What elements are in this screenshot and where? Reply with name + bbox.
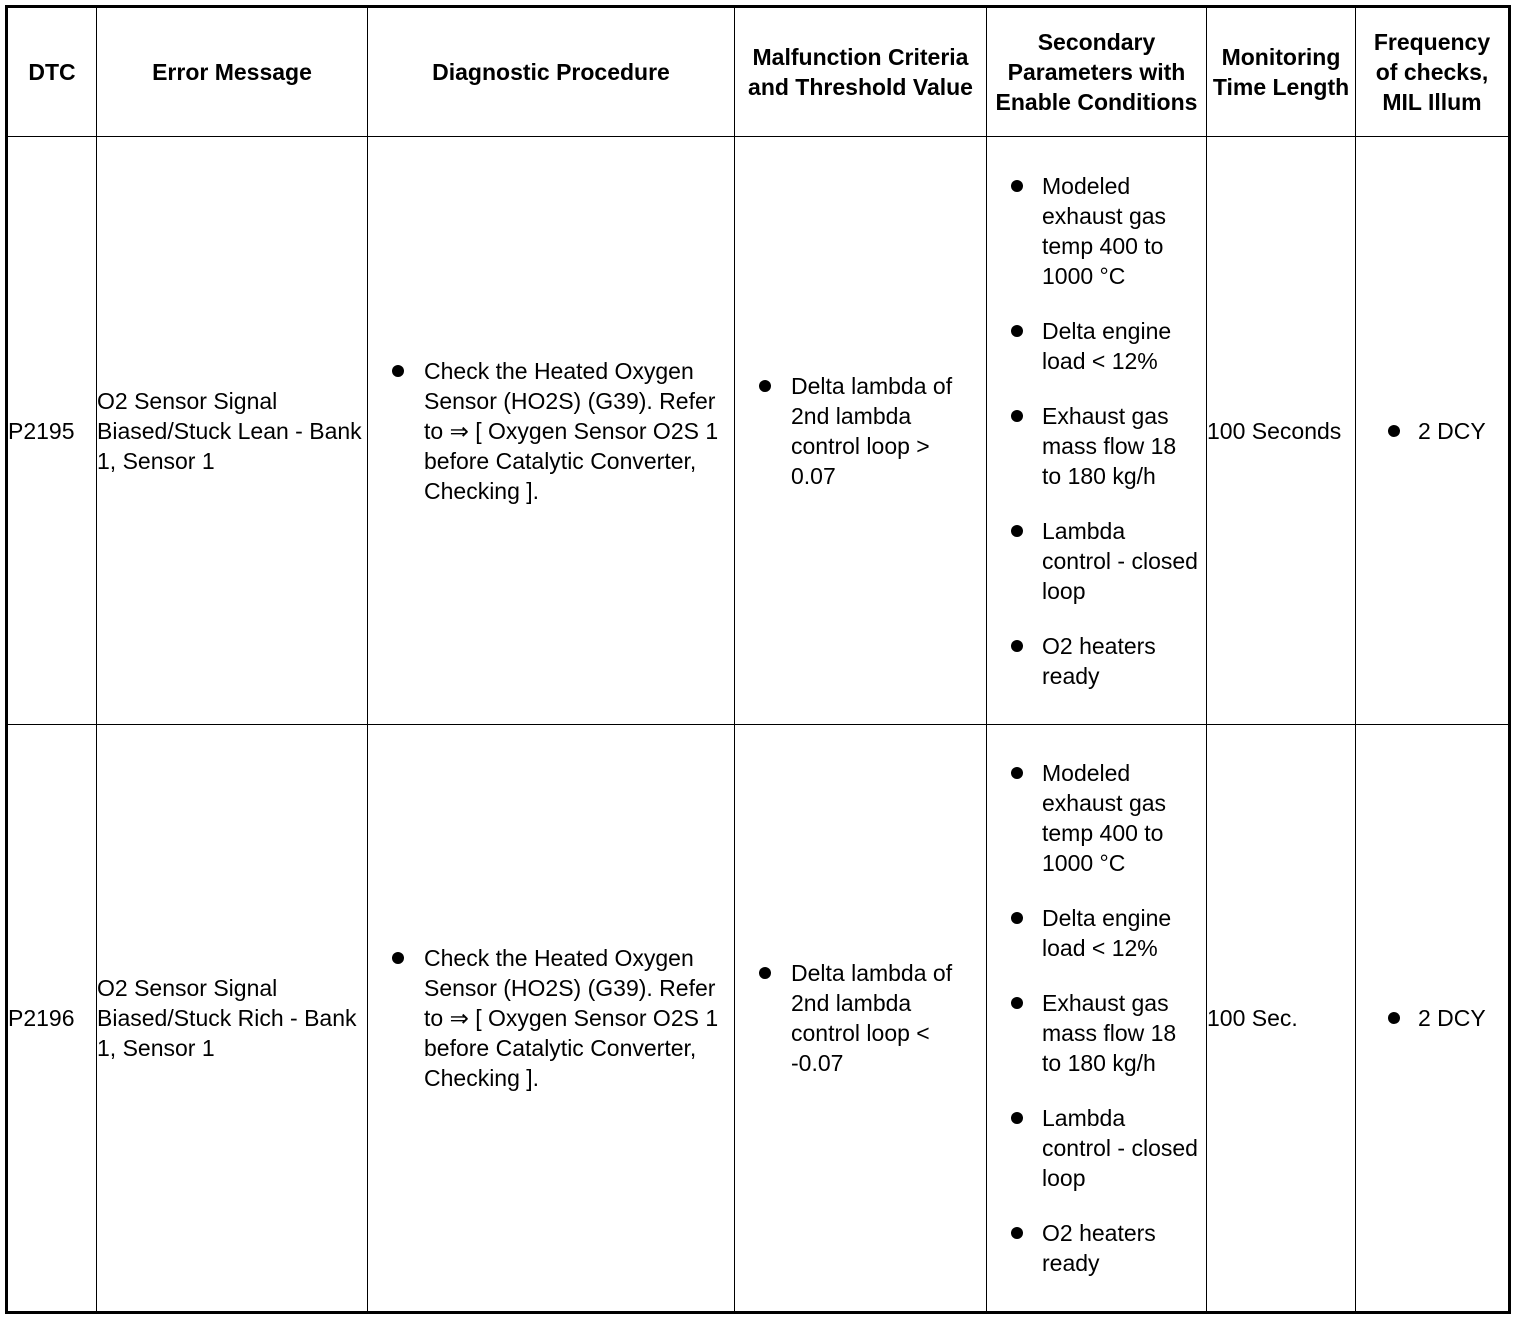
dtc-table [5,5,1511,1314]
secondary-parameter: Exhaust gas mass flow 18 to 180 kg/h [987,401,1206,491]
secondary-parameter: Delta engine load < 12% [987,316,1206,376]
frequency: 2 DCY [1356,416,1508,446]
secondary-parameter: Modeled exhaust gas temp 400 to 1000 °C [987,171,1206,291]
header-secondary-parameters: Secondary Parameters with Enable Conditions [987,7,1207,137]
diagnostic-procedure: Check the Heated Oxygen Sensor (HO2S) (G39). Refer to ⇒ [ Oxygen Sensor O2S 1 before Catalytic Converter, Checking ]. [368,356,734,506]
header-frequency: Frequency of checks, MIL Illum [1356,7,1510,137]
error-message: O2 Sensor Signal Biased/Stuck Lean - Bank 1, Sensor 1 [97,137,368,725]
malfunction-criteria: Delta lambda of 2nd lambda control loop > 0.07 [735,371,986,491]
secondary-parameter: Exhaust gas mass flow 18 to 180 kg/h [987,988,1206,1078]
diagnostic-procedure: Check the Heated Oxygen Sensor (HO2S) (G39). Refer to ⇒ [ Oxygen Sensor O2S 1 before Catalytic Converter, Checking ]. [368,943,734,1093]
frequency-cell [1356,725,1510,1313]
diagnostic-procedure-cell [368,725,735,1313]
header-malfunction-criteria: Malfunction Criteria and Threshold Value [735,7,987,137]
secondary-parameter: Lambda control - closed loop [987,516,1206,606]
error-message: O2 Sensor Signal Biased/Stuck Rich - Bank 1, Sensor 1 [97,725,368,1313]
monitoring-time: 100 Sec. [1207,725,1356,1313]
diagnostic-procedure-cell [368,137,735,725]
dtc-code: P2195 [7,137,97,725]
table-row [7,137,1510,725]
monitoring-time: 100 Seconds [1207,137,1356,725]
secondary-parameter: O2 heaters ready [987,1218,1206,1278]
malfunction-criteria-cell [735,137,987,725]
header-error-message: Error Message [97,7,368,137]
dtc-code: P2196 [7,725,97,1313]
malfunction-criteria-cell [735,725,987,1313]
secondary-parameter: Delta engine load < 12% [987,903,1206,963]
header-diagnostic-procedure: Diagnostic Procedure [368,7,735,137]
secondary-parameter: O2 heaters ready [987,631,1206,691]
malfunction-criteria: Delta lambda of 2nd lambda control loop < -0.07 [735,958,986,1078]
secondary-parameter: Modeled exhaust gas temp 400 to 1000 °C [987,758,1206,878]
header-dtc: DTC [7,7,97,137]
frequency: 2 DCY [1356,1003,1508,1033]
frequency-cell [1356,137,1510,725]
header-row [7,7,1510,137]
header-monitoring-time: Monitoring Time Length [1207,7,1356,137]
secondary-parameters-cell [987,137,1207,725]
table-row [7,725,1510,1313]
secondary-parameter: Lambda control - closed loop [987,1103,1206,1193]
secondary-parameters-cell [987,725,1207,1313]
